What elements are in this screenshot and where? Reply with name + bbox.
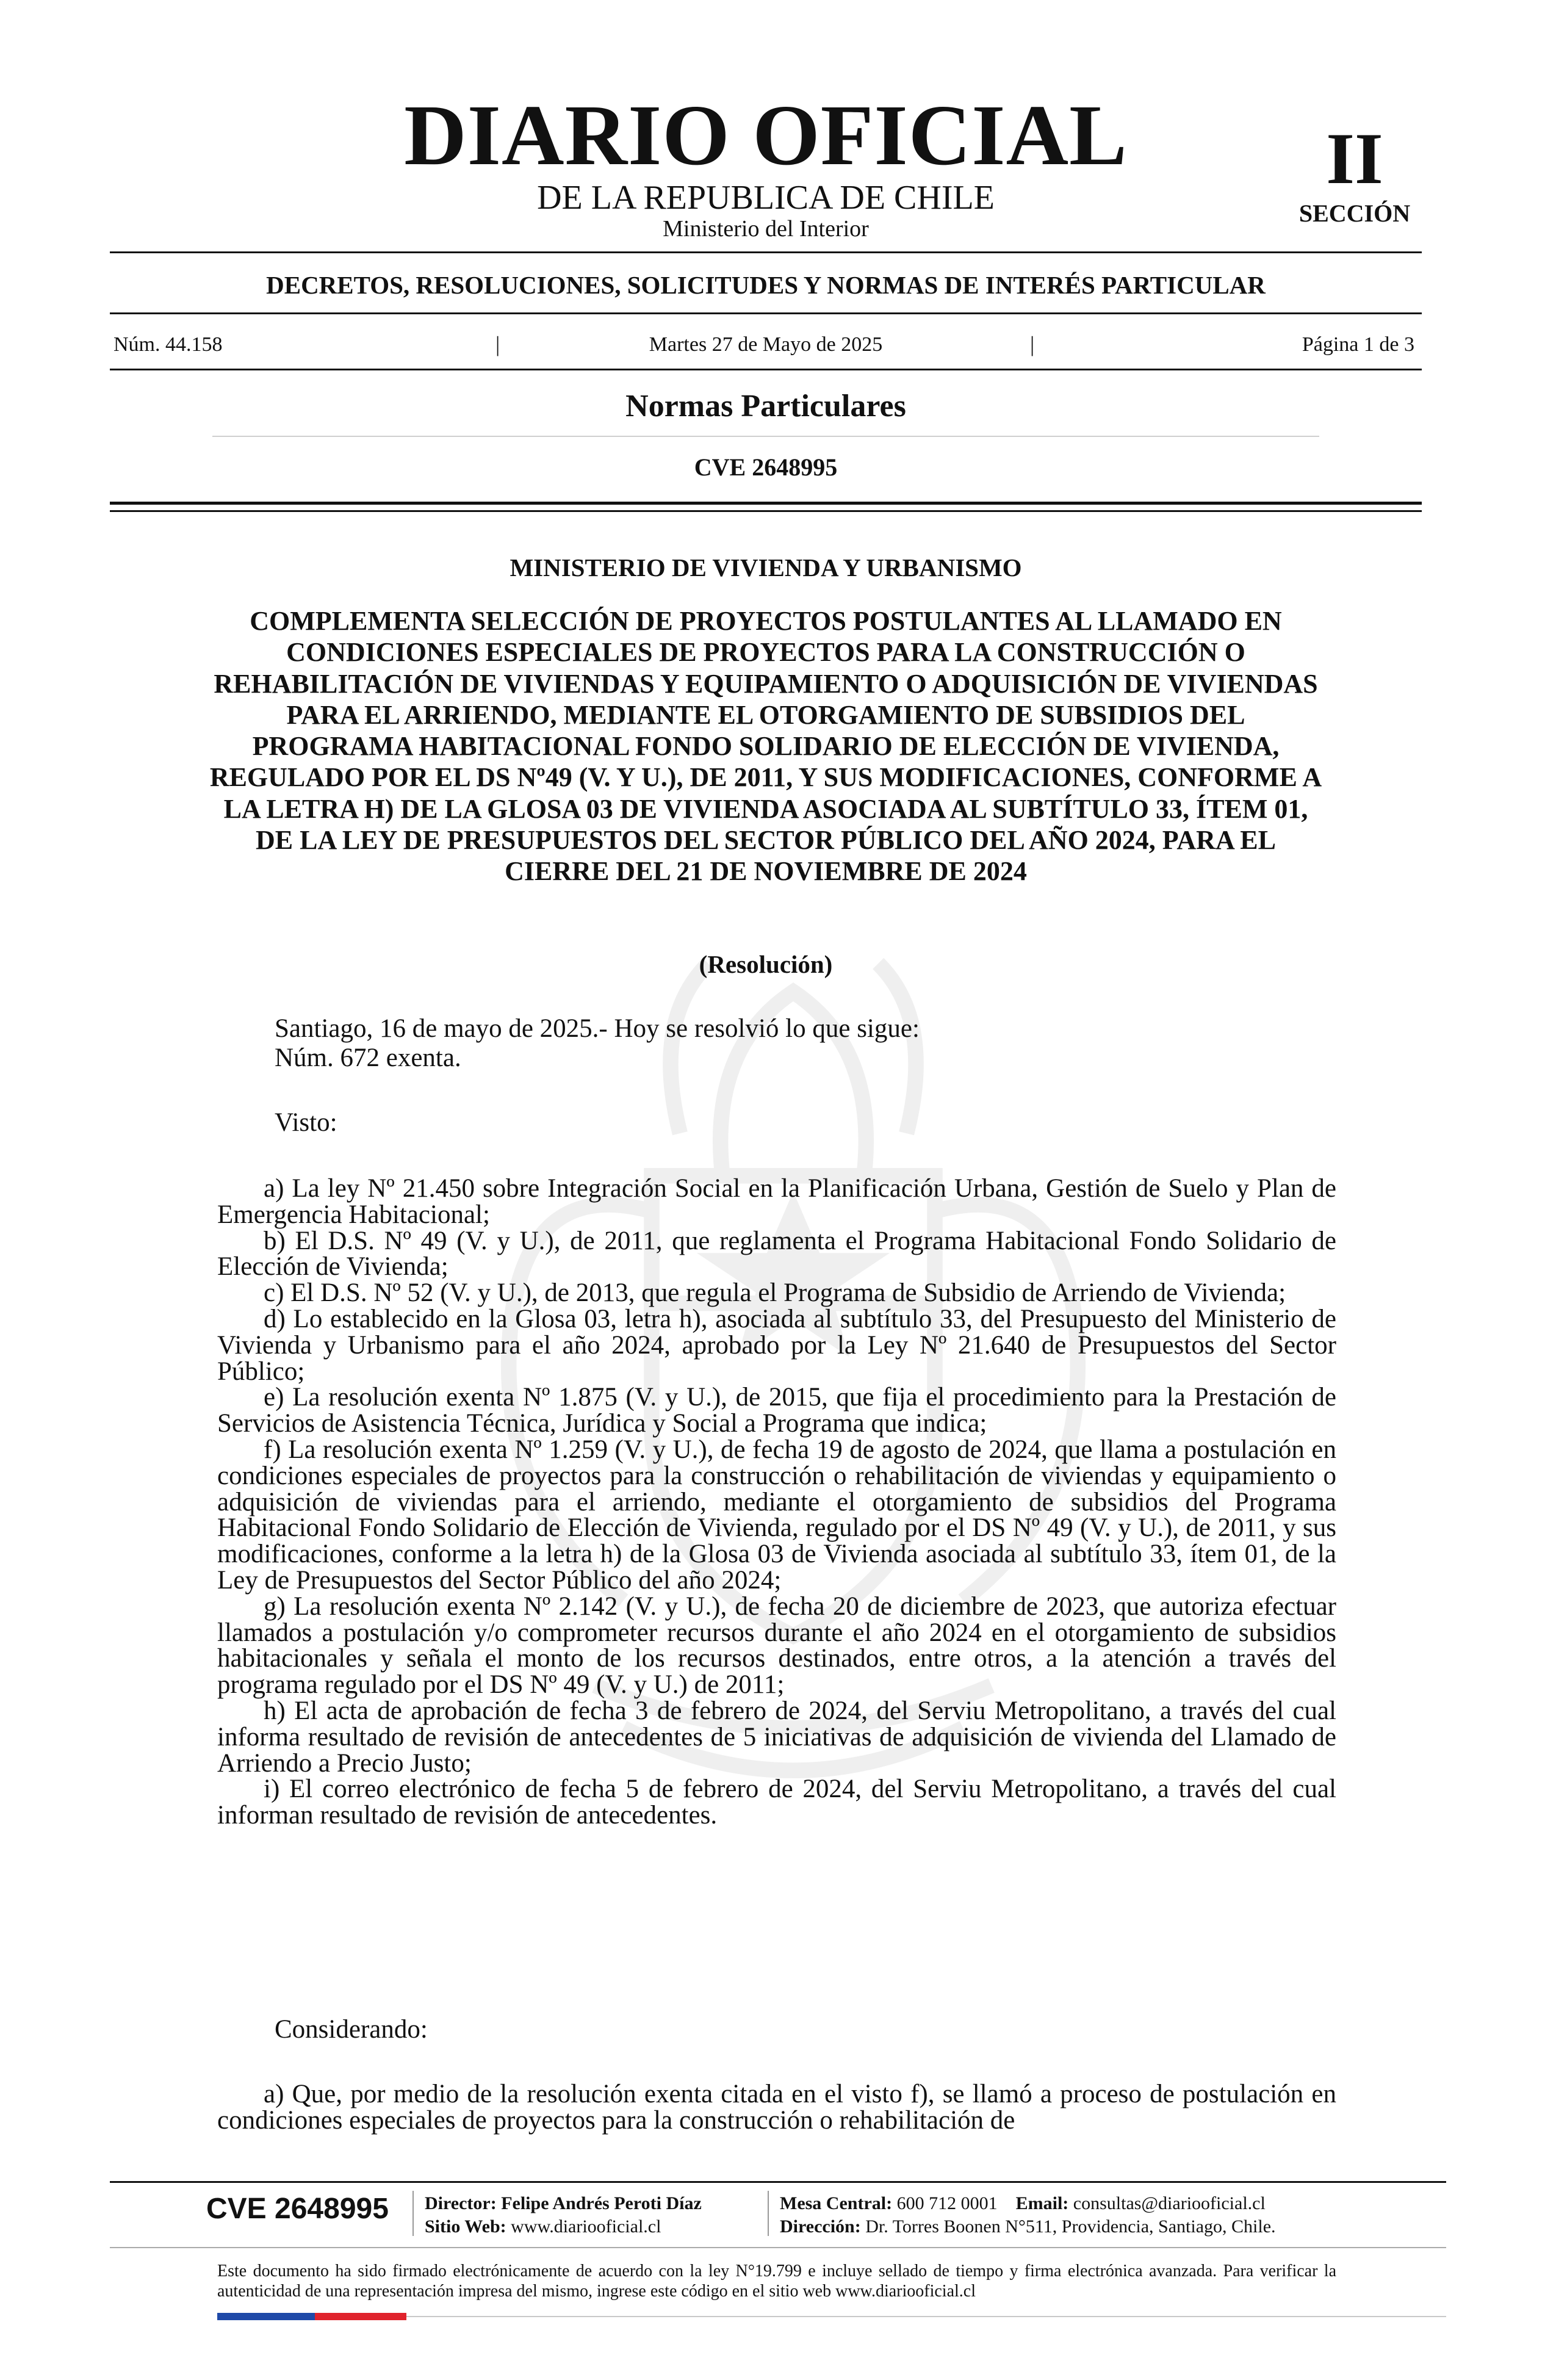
issue-date: Martes 27 de Mayo de 2025 (649, 333, 883, 356)
visto-line: informa resultado de revisión de antecedentes de 5 iniciativas de adquisición de vivienda del Llamado de (217, 1722, 1336, 1751)
flag-stripe-blue (217, 2313, 315, 2320)
considerando-heading: Considerando: (275, 2015, 428, 2044)
section-label: SECCIÓN (1298, 200, 1411, 227)
section-number: II (1326, 118, 1383, 199)
norms-title: Normas Particulares (625, 389, 906, 424)
divider (110, 251, 1422, 253)
footer-phone-label: Mesa Central: (780, 2193, 893, 2213)
visto-heading: Visto: (275, 1108, 337, 1137)
divider (110, 312, 1422, 314)
footer-disclaimer-line: autenticidad de una representación impresa del mismo, ingrese este código en el sitio web www.diariooficial.cl (217, 2282, 976, 2301)
footer-contact (780, 2194, 1266, 2213)
footer-website-link[interactable]: www.diariooficial.cl (511, 2216, 661, 2237)
footer-separator (768, 2191, 769, 2236)
footer-phone-value: 600 712 0001 (896, 2193, 998, 2213)
footer-email-link[interactable]: consultas@diariooficial.cl (1073, 2193, 1266, 2213)
ministry-heading: MINISTERIO DE VIVIENDA Y URBANISMO (510, 554, 1022, 582)
visto-line: condiciones especiales de proyectos para la construcción o rehabilitación de viviendas y equipamiento o (217, 1461, 1336, 1490)
section-heading: DECRETOS, RESOLUCIONES, SOLICITUDES Y NORMAS DE INTERÉS PARTICULAR (266, 271, 1266, 299)
footer-divider (110, 2181, 1446, 2183)
footer-website-label: Sitio Web: (425, 2216, 506, 2237)
footer-director (425, 2194, 702, 2213)
divider (110, 369, 1422, 370)
visto-line: f) La resolución exenta Nº 1.259 (V. y U.), de fecha 19 de agosto de 2024, que llama a postulación en (264, 1435, 1336, 1464)
visto-line: Arriendo a Precio Justo; (217, 1748, 472, 1778)
visto-line: Público; (217, 1357, 305, 1386)
visto-line: c) El D.S. Nº 52 (V. y U.), de 2013, que regula el Programa de Subsidio de Arriendo de Vivienda; (264, 1278, 1286, 1308)
visto-line: adquisición de viviendas para el arriendo, mediante el otorgamiento de subsidios del Programa (217, 1487, 1336, 1516)
flag-stripe-red (315, 2313, 406, 2320)
masthead-ministry: Ministerio del Interior (663, 216, 869, 242)
considerando-line: a) Que, por medio de la resolución exenta citada en el visto f), se llamó a proceso de postulación en (264, 2080, 1336, 2108)
document-type: (Resolución) (699, 950, 833, 978)
visto-line: d) Lo establecido en la Glosa 03, letra h), asociada al subtítulo 33, del Presupuesto del Ministerio de (264, 1305, 1336, 1333)
masthead-subtitle: DE LA REPUBLICA DE CHILE (537, 179, 995, 217)
cve-code: CVE 2648995 (694, 453, 838, 481)
visto-line: h) El acta de aprobación de fecha 3 de febrero de 2024, del Serviu Metropolitano, a través del cual (264, 1697, 1336, 1725)
visto-line: modificaciones, conforme a la letra h) de la Glosa 03 de Vivienda asociada al subtítulo 33, ítem 01, de la (217, 1540, 1336, 1569)
masthead-title: DIARIO OFICIAL (404, 87, 1128, 183)
issue-separator: | (495, 332, 500, 356)
visto-line: g) La resolución exenta Nº 2.142 (V. y U.), de fecha 20 de diciembre de 2023, que autoriza efectuar (264, 1592, 1336, 1621)
visto-line: e) La resolución exenta Nº 1.875 (V. y U.), de 2015, que fija el procedimiento para la Prestación de (264, 1383, 1336, 1412)
issue-page: Página 1 de 3 (1302, 333, 1414, 356)
visto-line: informan resultado de revisión de antecedentes. (217, 1801, 718, 1830)
footer-email-label: Email: (1015, 2193, 1069, 2213)
issue-number: Núm. 44.158 (113, 333, 223, 356)
visto-line: llamados a postulación y/o comprometer recursos durante el año 2024 en el otorgamiento de subsidios (217, 1618, 1336, 1647)
visto-line: i) El correo electrónico de fecha 5 de febrero de 2024, del Serviu Metropolitano, a través del cual (264, 1775, 1336, 1804)
visto-line: Servicios de Asistencia Técnica, Jurídica y Social a Programa que indica; (217, 1409, 987, 1438)
visto-line: b) El D.S. Nº 49 (V. y U.), de 2011, que reglamenta el Programa Habitacional Fondo Solidario de (264, 1226, 1336, 1255)
visto-line: Elección de Vivienda; (217, 1252, 448, 1282)
document-title: COMPLEMENTA SELECCIÓN DE PROYECTOS POSTULANTES AL LLAMADO EN CONDICIONES ESPECIALES DE PROYECTOS PARA LA CONSTRUCCIÓN O REHABILITACIÓN DE VIVIENDAS Y EQUIPAMIENTO O ADQUISICIÓN DE VIVIENDAS PARA EL ARRIENDO, MEDIANTE EL OTORGAMIENTO DE SUBSIDIOS DEL PROGRAMA HABITACIONAL FONDO SOLIDARIO DE ELECCIÓN DE VIVIENDA, REGULADO POR EL DS Nº49 (V. Y U.), DE 2011, Y SUS MODIFICACIONES, CONFORME A LA LETRA H) DE LA GLOSA 03 DE VIVIENDA ASOCIADA AL SUBTÍTULO 33, ÍTEM 01, DE LA LEY DE PRESUPUESTOS DEL SECTOR PÚBLICO DEL AÑO 2024, PARA EL CIERRE DEL 21 DE NOVIEMBRE DE 2024 (209, 606, 1322, 887)
footer-separator (412, 2191, 414, 2236)
considerando-line: condiciones especiales de proyectos para la construcción o rehabilitación de (217, 2105, 1015, 2135)
footer-director-label: Director: (425, 2193, 497, 2213)
footer-cve-code: CVE 2648995 (206, 2193, 389, 2225)
visto-line: Emergencia Habitacional; (217, 1200, 490, 1229)
footer-disclaimer-line: Este documento ha sido firmado electrónicamente de acuerdo con la ley N°19.799 e incluye sellado de tiempo y firma electrónica avanzada. Para verificar la (217, 2262, 1336, 2281)
footer-address-value: Dr. Torres Boonen N°511, Providencia, Santiago, Chile. (865, 2216, 1276, 2237)
footer-director-value: Felipe Andrés Peroti Díaz (501, 2193, 702, 2213)
visto-line: Vivienda y Urbanismo para el año 2024, aprobado por la Ley Nº 21.640 de Presupuestos del Sector (217, 1330, 1336, 1360)
divider (212, 436, 1319, 437)
divider (110, 502, 1422, 505)
footer-divider (110, 2247, 1446, 2248)
place-date: Santiago, 16 de mayo de 2025.- Hoy se resolvió lo que sigue: (275, 1014, 920, 1043)
footer-address-label: Dirección: (780, 2216, 861, 2237)
visto-line: a) La ley Nº 21.450 sobre Integración Social en la Planificación Urbana, Gestión de Suelo y Plan de (264, 1174, 1336, 1203)
footer-address (780, 2218, 1276, 2236)
footer-divider (406, 2316, 1446, 2317)
visto-line: Ley de Presupuestos del Sector Público del año 2024; (217, 1566, 782, 1595)
issue-separator: | (1030, 332, 1035, 356)
divider (110, 510, 1422, 512)
visto-line: programa regulado por el DS Nº 49 (V. y U.) de 2011; (217, 1670, 785, 1700)
visto-line: Habitacional Fondo Solidario de Elección de Vivienda, regulado por el DS Nº 49 (V. y U.), de 2011, y sus (217, 1513, 1336, 1543)
resolution-number: Núm. 672 exenta. (275, 1044, 461, 1072)
visto-line: habitacionales y señala el monto de los recursos destinados, entre otros, a la atención a través del (217, 1644, 1336, 1673)
footer-website (425, 2218, 661, 2236)
